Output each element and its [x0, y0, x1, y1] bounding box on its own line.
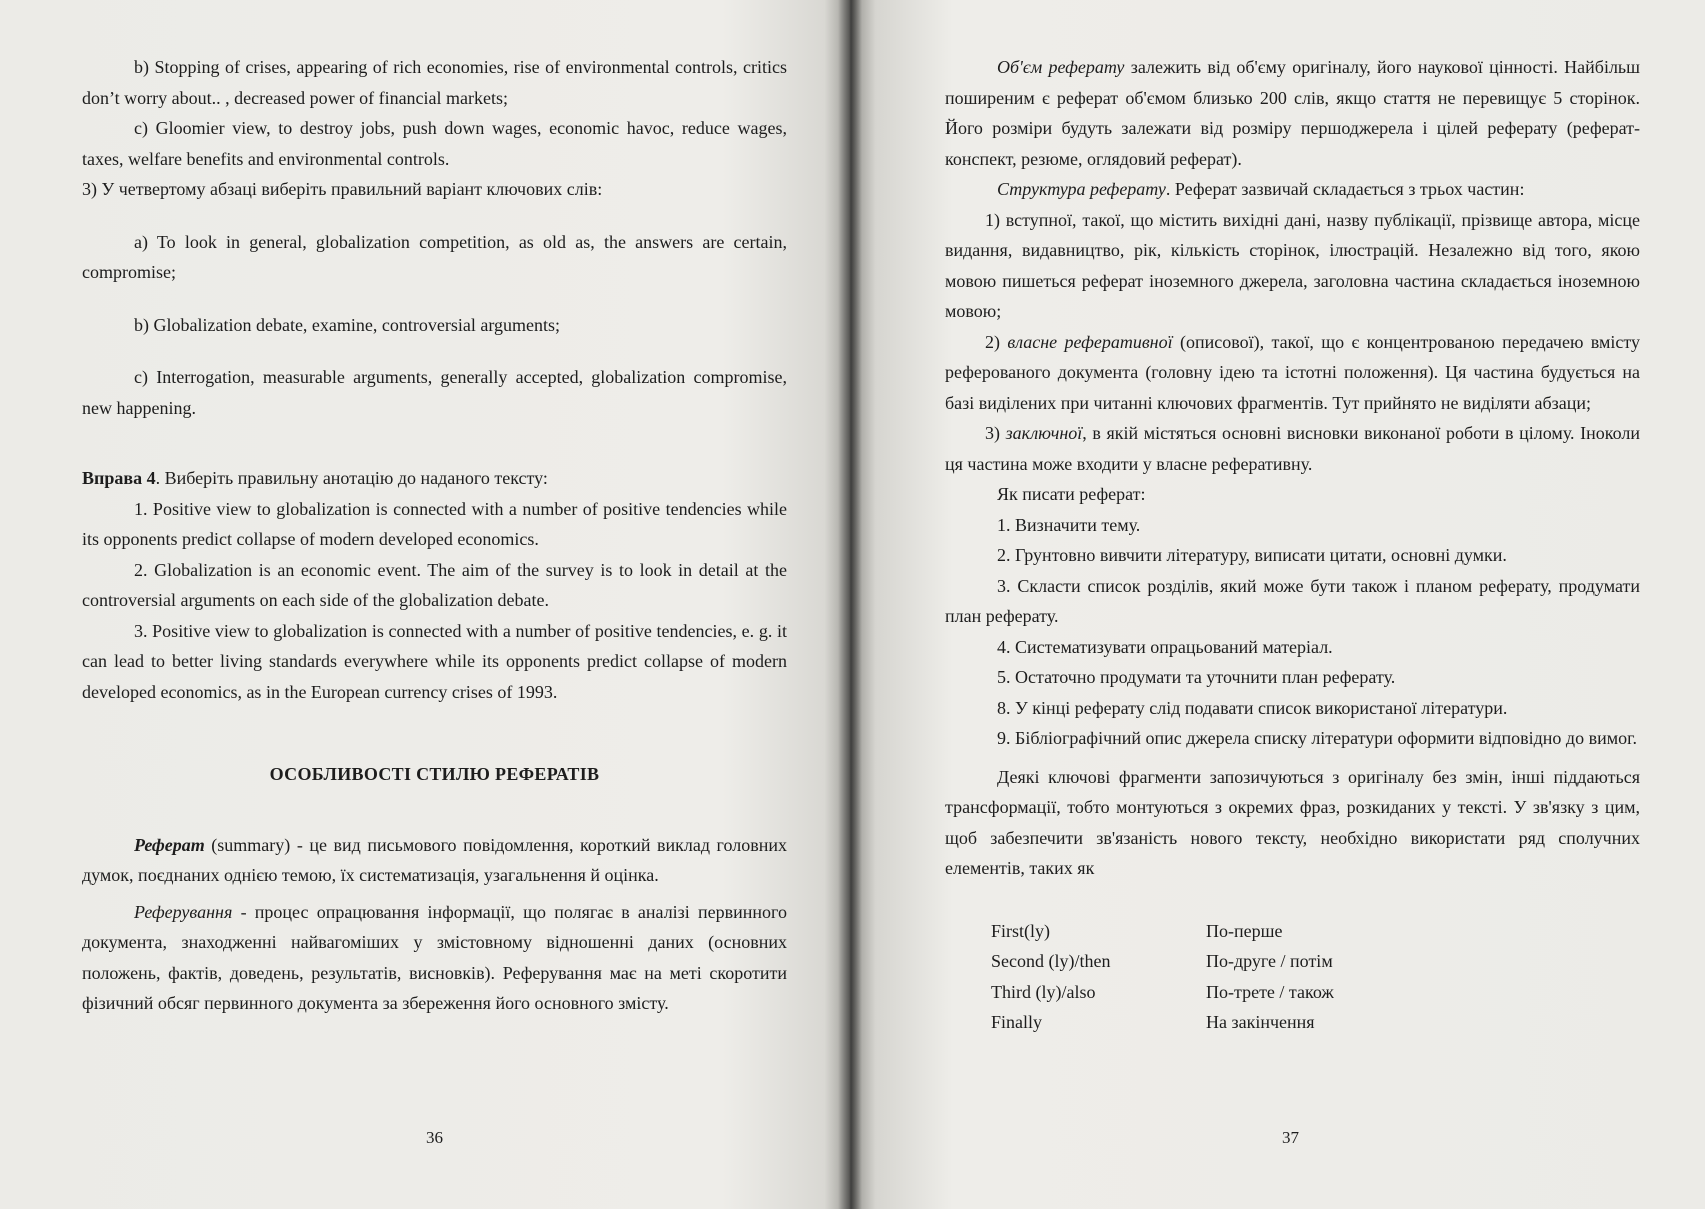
volume-paragraph: [945, 52, 1640, 174]
part-text: , в якій містяться основні висновки виконаної роботи в цілому. Іноколи ця частина може входити у власне реферативну.: [945, 423, 1640, 474]
volume-text: залежить від об'єму оригіналу, його наукової цінності. Найбільш поширеним є реферат об'ємом близько 200 слів, якщо стаття не перевищує 5 сторінок. Його розміри будуть залежати від розміру першоджерела і цілей реферату (реферат-конспект, резюме, оглядовий реферат).: [945, 57, 1640, 169]
step-item: 4. Систематизувати опрацьований матеріал.: [997, 636, 1333, 657]
exercise-label: Вправа 4: [82, 468, 156, 488]
section-heading: ОСОБЛИВОСТІ СТИЛЮ РЕФЕРАТІВ: [269, 764, 600, 784]
annotation-item: 2. Globalization is an economic event. The aim of the survey is to look in detail at the controversial arguments on each side of the globalization debate.: [82, 559, 787, 610]
part-item: [945, 418, 1640, 479]
part-term: власне реферативної: [1007, 331, 1173, 352]
option-item: a) To look in general, globalization competition, as old as, the answers are certain, compromise;: [82, 231, 787, 282]
connector-en: Second (ly)/then: [991, 951, 1111, 971]
part-prefix: 3): [985, 423, 1006, 443]
page-number: 37: [1282, 1128, 1299, 1147]
connector-ua: По-трете / також: [1206, 981, 1334, 1002]
option-item: c) Gloomier view, to destroy jobs, push down wages, economic havoc, reduce wages, taxes, welfare benefits and environmental controls.: [82, 118, 787, 169]
volume-term: Об'єм реферату: [997, 57, 1125, 77]
step-item: 8. У кінці реферату слід подавати список використаної літератури.: [997, 697, 1508, 718]
option-item: b) Stopping of crises, appearing of rich economies, rise of environmental controls, critics don’t worry about.. , decreased power of financial markets;: [82, 57, 787, 108]
spacer: [945, 754, 1640, 762]
definition-term: Реферування: [134, 901, 233, 922]
definition-paragraph: [82, 897, 787, 1019]
spacer: [82, 205, 787, 227]
connector-row: [991, 916, 1640, 947]
spacer: [82, 340, 787, 362]
part-item: 1) вступної, такої, що містить вихідні дані, назву публікації, прізвище автора, місце видання, видавництво, рік, кількість сторінок, ілюстрацій. Незалежно від того, якою мовою пишеться реферат іноземного джерела, заголовна частина складається іноземною мовою;: [945, 209, 1640, 321]
structure-paragraph: [945, 174, 1640, 205]
option-item: c) Interrogation, measurable arguments, generally accepted, globalization compromise, new happening.: [82, 367, 787, 418]
spacer: [82, 790, 787, 830]
connector-ua: По-друге / потім: [1206, 951, 1333, 971]
connector-row: [991, 946, 1640, 977]
part-item: [945, 327, 1640, 419]
connector-ua: На закінчення: [1206, 1012, 1315, 1032]
step-item: 3. Скласти список розділів, який може бути також і планом реферату, продумати план реферату.: [945, 575, 1640, 626]
part-term: заключної: [1005, 423, 1083, 443]
step-item: 9. Бібліографічний опис джерела списку літератури оформити відповідно до вимог.: [997, 728, 1637, 748]
step-item: 5. Остаточно продумати та уточнити план реферату.: [997, 667, 1396, 687]
connectors-list: [991, 916, 1640, 1038]
step-item: 2. Грунтовно вивчити літературу, виписати цитати, основні думки.: [997, 545, 1507, 565]
question-text: 3) У четвертому абзаці виберіть правильний варіант ключових слів:: [82, 179, 603, 199]
howto-title: Як писати реферат:: [997, 484, 1146, 504]
book-gutter: [838, 0, 862, 1209]
left-page: [0, 0, 850, 1209]
exercise-heading: [82, 463, 787, 494]
definition-text: (summary) - це вид письмового повідомлення, короткий виклад головних думок, поєднаних однією темою, їх систематизація, узагальнення й оцінка.: [82, 834, 787, 885]
connector-row: [991, 1007, 1640, 1038]
structure-text: . Реферат зазвичай складається з трьох частин:: [1165, 179, 1525, 199]
exercise-text: . Виберіть правильну анотацію до наданого тексту:: [155, 468, 548, 488]
connector-en: Finally: [991, 1012, 1043, 1032]
part-prefix: 2): [985, 331, 1008, 352]
definition-term: Реферат: [134, 834, 205, 855]
connector-en: Third (ly)/also: [991, 981, 1096, 1002]
right-page-text: [945, 52, 1640, 1038]
left-page-text: [82, 52, 787, 1019]
annotation-item: 1. Positive view to globalization is connected with a number of positive tendencies while its opponents predict collapse of modern developed economics.: [82, 498, 787, 549]
part-text: (описової), такої, що є концентрованою передачею вмісту реферованого документа (головну ідею та істотні положення). Ця частина будується на базі виділених при читанні ключових фрагментів. Тут прийнято не виділяти абзаци;: [945, 331, 1640, 413]
annotation-item: 3. Positive view to globalization is connected with a number of positive tendencies, e. g. it can lead to better living standards everywhere while its opponents predict collapse of modern developed economics, as in the European currency crises of 1993.: [82, 620, 787, 702]
page-number: 36: [426, 1128, 443, 1147]
spacer: [82, 423, 787, 463]
connector-ua: По-перше: [1206, 920, 1283, 941]
closing-paragraph: Деякі ключові фрагменти запозичуються з оригіналу без змін, інші піддаються трансформації, тобто монтуються з окремих фраз, розкиданих у тексті. У зв'язку з цим, щоб забезпечити зв'язаність нового тексту, необхідно використати ряд сполучних елементів, таких як: [945, 766, 1640, 878]
definition-text: - процес опрацювання інформації, що полягає в аналізі первинного документа, знаходженні найвагоміших у змістовному відношенні даних (основних положень, фактів, доведень, результатів, висновків). Реферування має на меті скоротити фізичний обсяг первинного документа за збереження його основного змісту.: [82, 901, 787, 1013]
spacer: [82, 707, 787, 759]
step-item: 1. Визначити тему.: [997, 514, 1141, 535]
structure-term: Структура реферату: [997, 179, 1166, 199]
definition-paragraph: [82, 830, 787, 891]
spacer: [82, 288, 787, 310]
connector-en: First(ly): [991, 920, 1051, 941]
spacer: [945, 884, 1640, 916]
connector-row: [991, 977, 1640, 1008]
option-item: b) Globalization debate, examine, controversial arguments;: [134, 314, 561, 335]
